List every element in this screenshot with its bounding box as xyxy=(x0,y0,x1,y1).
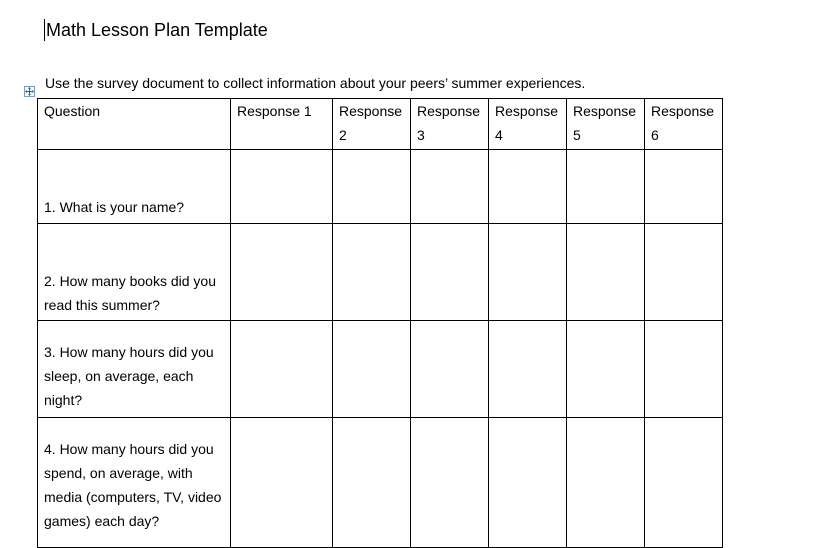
move-handle-icon[interactable] xyxy=(24,86,35,97)
survey-table xyxy=(37,98,723,548)
header-response-6[interactable]: Response 6 xyxy=(645,99,723,150)
header-response-5[interactable]: Response 5 xyxy=(567,99,645,150)
header-response-2[interactable]: Response 2 xyxy=(333,99,411,150)
response-cell[interactable] xyxy=(567,321,645,418)
instructions-text: Use the survey document to collect information about your peers’ summer experiences. xyxy=(45,75,586,91)
response-cell[interactable] xyxy=(411,150,489,224)
text-cursor xyxy=(44,19,45,41)
question-cell[interactable]: 3. How many hours did you sleep, on average, each night? xyxy=(38,321,231,418)
question-cell[interactable]: 4. How many hours did you spend, on average, with media (computers, TV, video games) each day? xyxy=(38,418,231,548)
response-cell[interactable] xyxy=(489,224,567,321)
response-cell[interactable] xyxy=(645,321,723,418)
response-cell[interactable] xyxy=(411,224,489,321)
table-row xyxy=(38,150,723,224)
response-cell[interactable] xyxy=(333,418,411,548)
page-title: Math Lesson Plan Template xyxy=(46,20,268,40)
header-response-3[interactable]: Response 3 xyxy=(411,99,489,150)
response-cell[interactable] xyxy=(645,150,723,224)
response-cell[interactable] xyxy=(489,150,567,224)
response-cell[interactable] xyxy=(567,224,645,321)
question-cell[interactable]: 1. What is your name? xyxy=(38,150,231,224)
table-row xyxy=(38,224,723,321)
response-cell[interactable] xyxy=(333,150,411,224)
response-cell[interactable] xyxy=(333,224,411,321)
response-cell[interactable] xyxy=(333,321,411,418)
response-cell[interactable] xyxy=(489,321,567,418)
response-cell[interactable] xyxy=(567,418,645,548)
response-cell[interactable] xyxy=(231,224,333,321)
response-cell[interactable] xyxy=(567,150,645,224)
response-cell[interactable] xyxy=(231,321,333,418)
question-cell[interactable]: 2. How many books did you read this summer? xyxy=(38,224,231,321)
response-cell[interactable] xyxy=(645,418,723,548)
response-cell[interactable] xyxy=(231,150,333,224)
response-cell[interactable] xyxy=(231,418,333,548)
table-row xyxy=(38,418,723,548)
table-row xyxy=(38,321,723,418)
response-cell[interactable] xyxy=(411,418,489,548)
header-question[interactable]: Question xyxy=(38,99,231,150)
header-response-1[interactable]: Response 1 xyxy=(231,99,333,150)
response-cell[interactable] xyxy=(411,321,489,418)
table-header-row xyxy=(38,99,723,150)
header-response-4[interactable]: Response 4 xyxy=(489,99,567,150)
response-cell[interactable] xyxy=(489,418,567,548)
response-cell[interactable] xyxy=(645,224,723,321)
